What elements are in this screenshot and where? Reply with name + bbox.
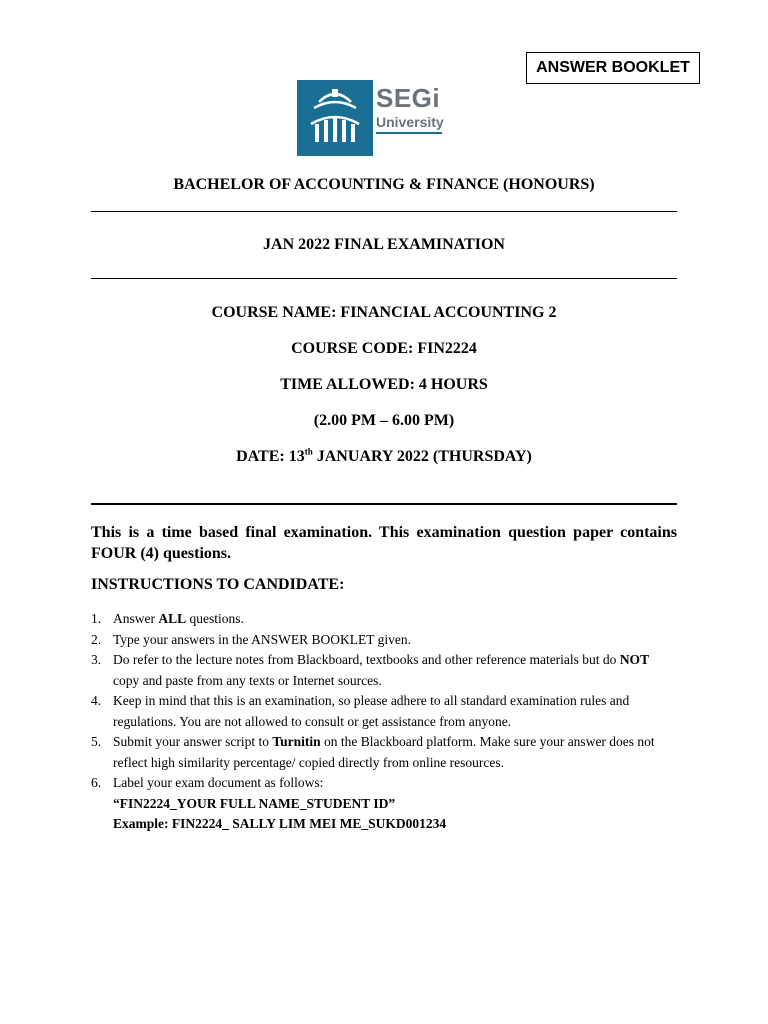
logo-brand: SEGi: [376, 83, 441, 113]
instruction-item: [91, 773, 677, 794]
date-suffix-ordinal: th: [304, 446, 313, 457]
item-number: 2.: [91, 631, 102, 647]
item-number: 4.: [91, 693, 102, 708]
segi-logo-icon: [297, 80, 373, 156]
divider: [91, 278, 677, 279]
label-example: Example: FIN2224_ SALLY LIM MEI ME_SUKD001234: [113, 815, 447, 831]
instruction-item: [91, 630, 677, 651]
item-text: Answer: [113, 611, 159, 626]
label-format: “FIN2224_YOUR FULL NAME_STUDENT ID”: [113, 795, 396, 811]
exam-title: JAN 2022 FINAL EXAMINATION: [263, 236, 505, 253]
item-number: 3.: [91, 652, 102, 667]
segi-wordmark: [376, 84, 444, 134]
item-number: 1.: [91, 611, 102, 626]
item-emphasis: Turnitin: [272, 734, 321, 749]
instruction-item: [91, 650, 677, 691]
course-code: COURSE CODE: FIN2224: [291, 340, 477, 357]
instruction-item: [91, 691, 677, 732]
answer-booklet-box: ANSWER BOOKLET: [526, 52, 700, 84]
instruction-item: [91, 609, 677, 630]
item-emphasis: ALL: [158, 611, 187, 626]
instruction-item: [91, 732, 677, 773]
logo-underline: [376, 132, 442, 134]
label-format-block: [91, 794, 677, 834]
item-text: Type your answers in the ANSWER BOOKLET given.: [113, 631, 412, 647]
programme-title: BACHELOR OF ACCOUNTING & FINANCE (HONOURS): [173, 176, 595, 193]
course-name: COURSE NAME: FINANCIAL ACCOUNTING 2: [211, 304, 557, 321]
instructions-heading: INSTRUCTIONS TO CANDIDATE:: [91, 576, 345, 593]
instructions-list: [91, 609, 677, 834]
date-prefix: DATE: 13: [236, 448, 305, 465]
item-number: 5.: [91, 734, 102, 749]
item-emphasis: NOT: [619, 652, 650, 667]
date-rest: JANUARY 2022 (THURSDAY): [312, 448, 532, 465]
item-text: on the Blackboard platform. Make sure your answer does not reflect high similarity percentage/ copied directly from online resources.: [113, 734, 655, 770]
time-range: (2.00 PM – 6.00 PM): [313, 412, 455, 429]
item-number: 6.: [91, 775, 102, 790]
exam-intro: This is a time based final examination. This examination question paper contains FOUR (4) questions.: [91, 524, 677, 562]
item-text: questions.: [186, 611, 244, 626]
item-text: copy and paste from any texts or Internet sources.: [113, 672, 382, 688]
item-text: Keep in mind that this is an examination, so please adhere to all standard examination rules and regulations. You are not allowed to consult or get assistance from anyone.: [113, 693, 630, 729]
item-text: Do refer to the lecture notes from Blackboard, textbooks and other reference materials but do: [113, 652, 620, 667]
logo-subtitle: University: [376, 114, 444, 130]
item-text: Label your exam document as follows:: [113, 775, 324, 790]
item-text: Submit your answer script to: [113, 734, 273, 749]
time-allowed: TIME ALLOWED: 4 HOURS: [280, 376, 488, 393]
divider-thick: [91, 503, 677, 505]
exam-date: [91, 448, 677, 466]
divider: [91, 211, 677, 212]
